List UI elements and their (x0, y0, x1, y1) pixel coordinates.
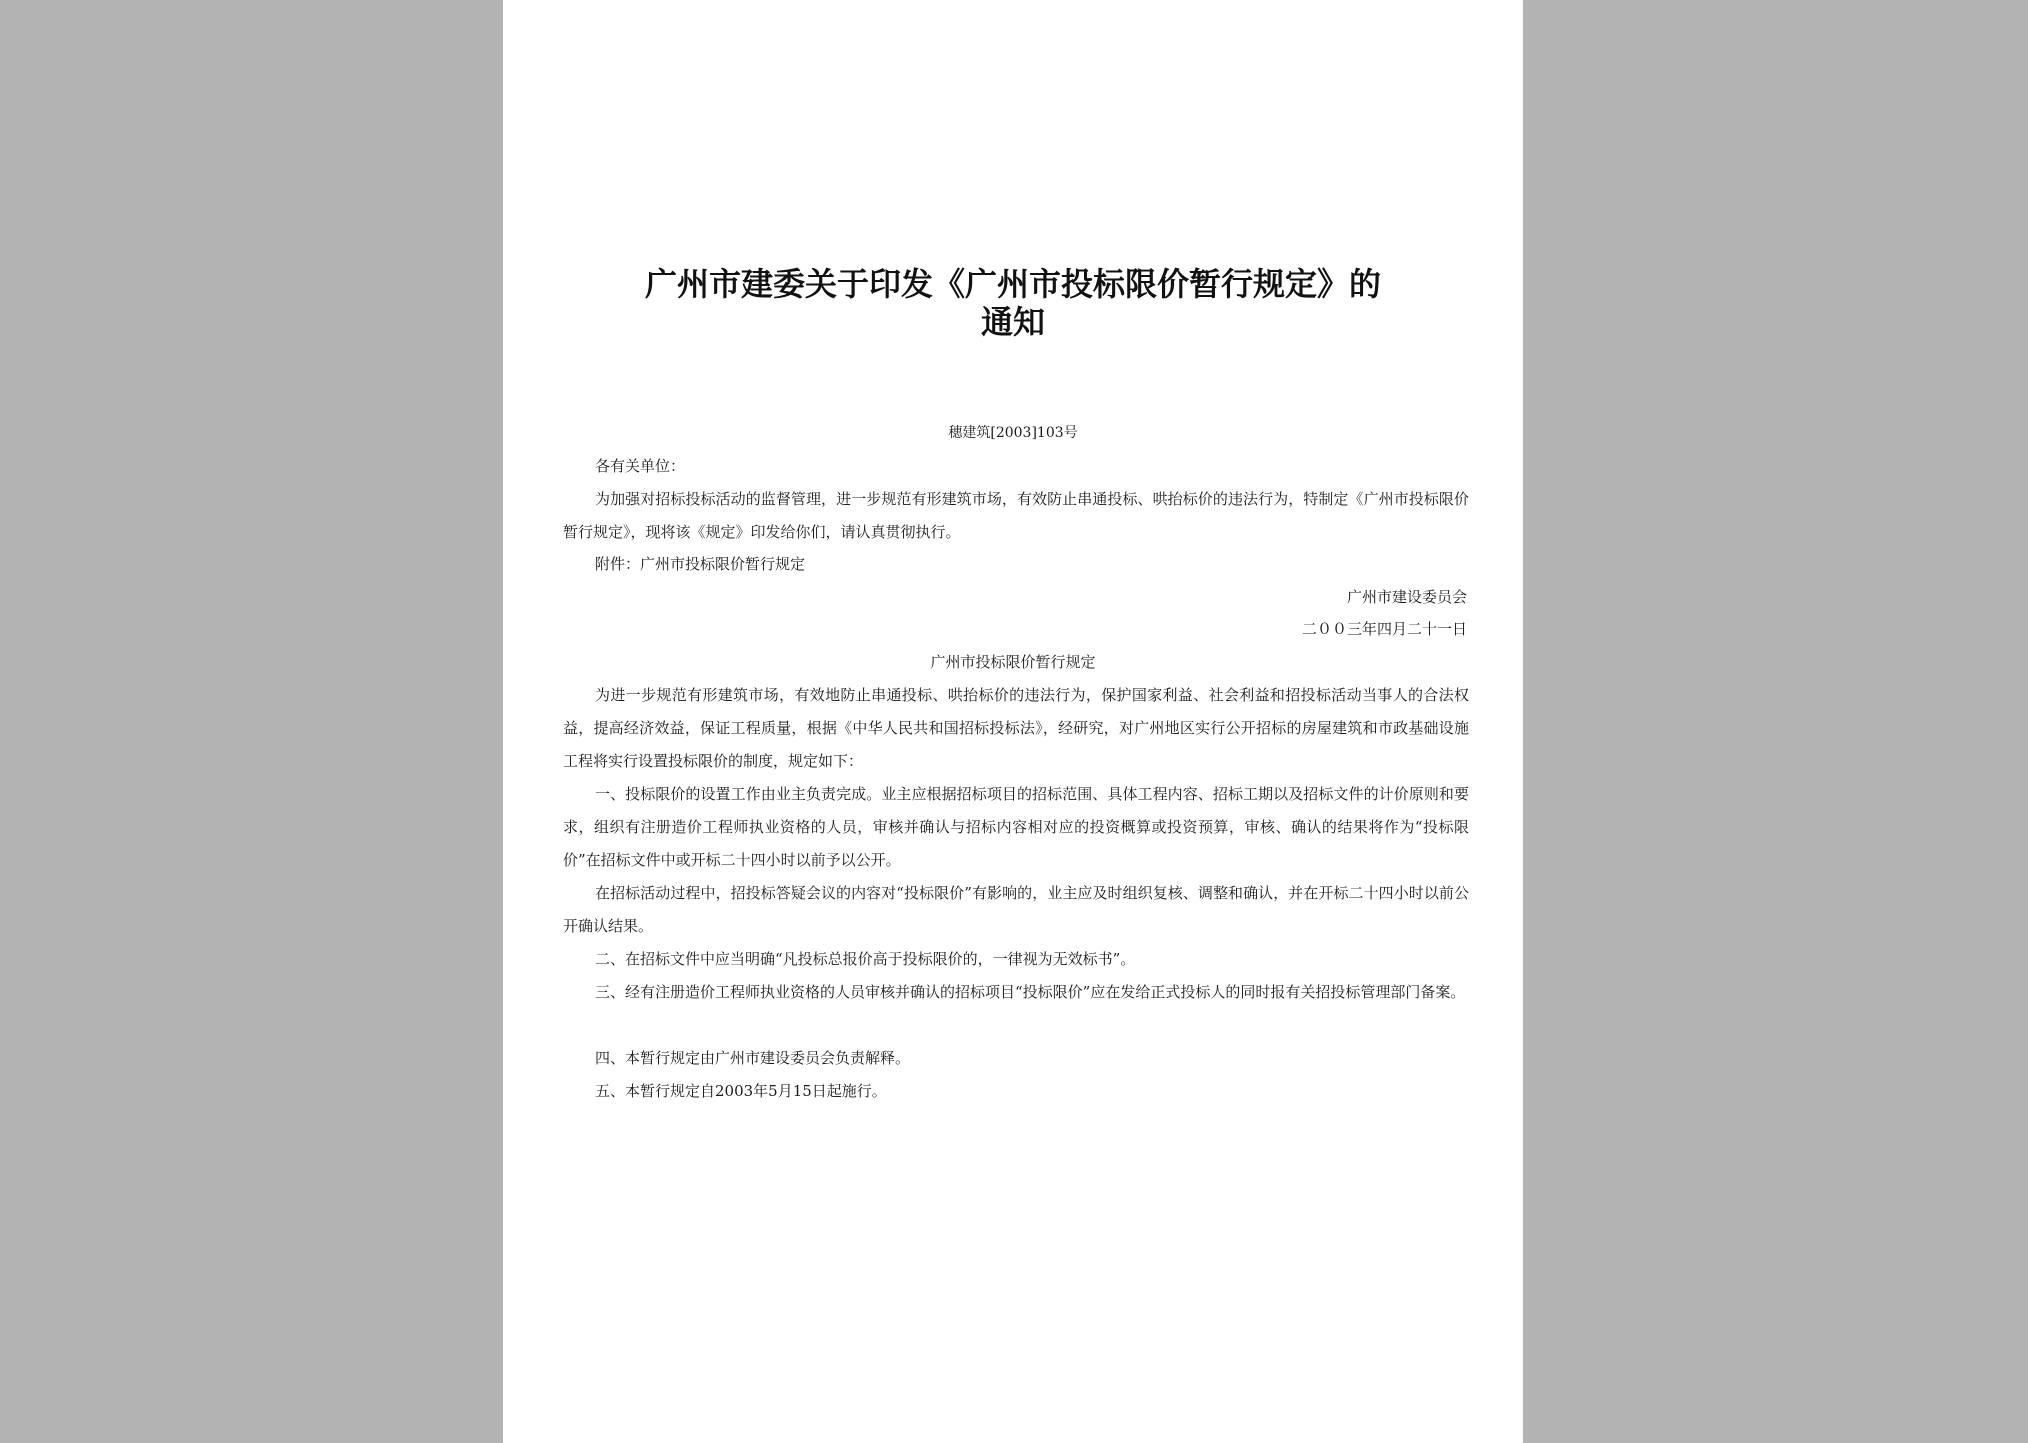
document-title (593, 265, 1433, 341)
document-page (503, 0, 1523, 1443)
title-line-2: 通知 (980, 303, 1045, 341)
salutation: 各有关单位： (595, 457, 686, 475)
rule-item-1: 一、投标限价的设置工作由业主负责完成。业主应根据招标项目的招标范围、具体工程内容、招标工期以及招标文件的计价原则和要求，组织有注册造价工程师执业资格的人员，审核并确认与招标内容相对应的投资概算或投资预算，审核、确认的结果将作为“投标限价”在招标文件中或开标二十四小时以前予以公开。 (563, 785, 1469, 869)
rule-title: 广州市投标限价暂行规定 (930, 653, 1096, 671)
attachment-line: 附件：广州市投标限价暂行规定 (595, 555, 806, 573)
title-line-1: 广州市建委关于印发《广州市投标限价暂行规定》的 (644, 265, 1381, 303)
reference-number: 穗建筑[2003]103号 (948, 425, 1078, 441)
issuer: 广州市建设委员会 (1346, 588, 1467, 606)
rule-item-4: 四、本暂行规定由广州市建设委员会负责解释。 (595, 1049, 911, 1067)
rule-item-5: 五、本暂行规定自2003年5月15日起施行。 (595, 1082, 887, 1100)
issue-date: 二００三年四月二十一日 (1301, 620, 1467, 638)
intro-paragraph: 为加强对招标投标活动的监督管理，进一步规范有形建筑市场，有效防止串通投标、哄抬标价的违法行为，特制定《广州市投标限价暂行规定》，现将该《规定》印发给你们，请认真贯彻执行。 (563, 490, 1469, 541)
rule-item-3: 三、经有注册造价工程师执业资格的人员审核并确认的招标项目“投标限价”应在发给正式投标人的同时报有关招投标管理部门备案。 (595, 983, 1466, 1001)
rule-item-2: 二、在招标文件中应当明确“凡投标总报价高于投标限价的，一律视为无效标书”。 (595, 950, 1136, 968)
rule-item-1-continued: 在招标活动过程中，招投标答疑会议的内容对“投标限价”有影响的，业主应及时组织复核、调整和确认，并在开标二十四小时以前公开确认结果。 (563, 884, 1469, 935)
rule-intro-paragraph: 为进一步规范有形建筑市场，有效地防止串通投标、哄抬标价的违法行为，保护国家利益、社会利益和招投标活动当事人的合法权益，提高经济效益，保证工程质量，根据《中华人民共和国招标投标法》，经研究，对广州地区实行公开招标的房屋建筑和市政基础设施工程将实行设置投标限价的制度，规定如下： (563, 686, 1469, 770)
